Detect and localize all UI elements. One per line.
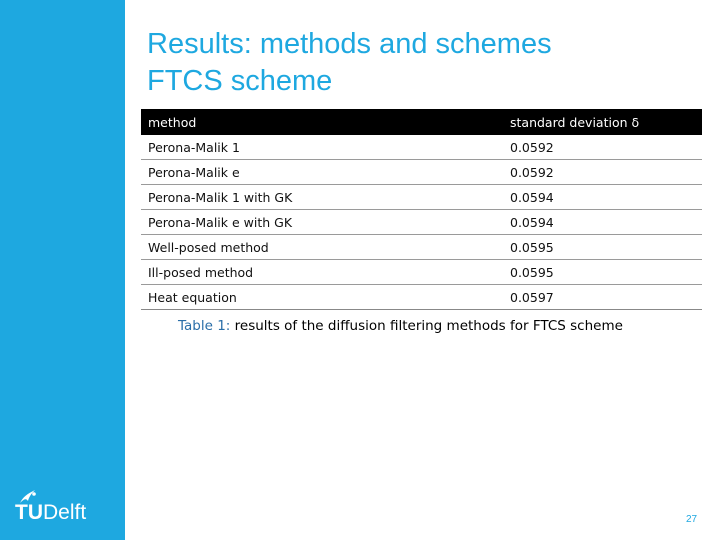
table-row (141, 160, 702, 185)
value-cell: 0.0592 (503, 135, 702, 160)
value-cell: 0.0595 (503, 235, 702, 260)
table-caption (178, 318, 623, 334)
sidebar-band (0, 0, 125, 540)
header-std-dev: standard deviation δ (503, 109, 702, 135)
method-cell: Well-posed method (141, 235, 503, 260)
table-row (141, 135, 702, 160)
method-cell: Perona-Malik 1 with GK (141, 185, 503, 210)
value-cell: 0.0595 (503, 260, 702, 285)
table-row (141, 185, 702, 210)
value-cell: 0.0594 (503, 210, 702, 235)
method-cell: Perona-Malik 1 (141, 135, 503, 160)
logo-wordmark (15, 501, 86, 525)
value-cell: 0.0594 (503, 185, 702, 210)
table-row (141, 235, 702, 260)
logo-tu: TU (15, 501, 43, 524)
table-row (141, 285, 702, 310)
table-row (141, 210, 702, 235)
tudelft-logo (15, 488, 115, 528)
method-cell: Ill-posed method (141, 260, 503, 285)
method-cell: Perona-Malik e (141, 160, 503, 185)
method-cell: Heat equation (141, 285, 503, 310)
value-cell: 0.0597 (503, 285, 702, 310)
value-cell: 0.0592 (503, 160, 702, 185)
results-table (141, 109, 702, 310)
logo-delft: Delft (43, 501, 87, 524)
header-method: method (141, 109, 503, 135)
caption-label: Table 1: (178, 318, 231, 334)
slide-title-line2: FTCS scheme (147, 65, 333, 97)
page-number: 27 (686, 514, 698, 525)
caption-text: results of the diffusion filtering methods for FTCS scheme (230, 318, 623, 334)
method-cell: Perona-Malik e with GK (141, 210, 503, 235)
table-header-row (141, 109, 702, 135)
slide-title-line1: Results: methods and schemes (147, 28, 552, 60)
slide-title (147, 26, 552, 100)
table-row (141, 260, 702, 285)
